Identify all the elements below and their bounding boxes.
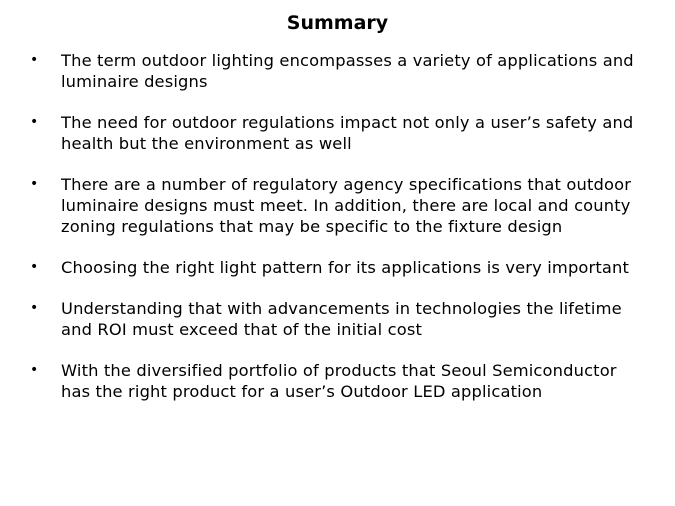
- bullet-dot-icon: •: [30, 52, 39, 68]
- bullet-item: [0, 50, 675, 92]
- bullet-item: [0, 112, 675, 154]
- bullet-text: Understanding that with advancements in technologies the lifetime and ROI must exceed that of the initial cost: [61, 299, 622, 339]
- bullet-dot-icon: •: [30, 300, 39, 316]
- bullet-item: [0, 360, 675, 402]
- bullet-item: [0, 298, 675, 340]
- bullet-dot-icon: •: [30, 176, 39, 192]
- bullet-text: There are a number of regulatory agency specifications that outdoor luminaire designs must meet. In addition, there are local and county zoning regulations that may be specific to the fixture design: [61, 175, 632, 236]
- bullet-dot-icon: •: [30, 362, 39, 378]
- bullet-dot-icon: •: [30, 114, 39, 130]
- bullet-text: Choosing the right light pattern for its applications is very important: [61, 258, 630, 277]
- slide-title: Summary: [286, 12, 389, 34]
- bullet-dot-icon: •: [30, 259, 39, 275]
- bullet-text: The need for outdoor regulations impact not only a user’s safety and health but the environment as well: [61, 113, 634, 153]
- bullet-item: [0, 257, 675, 278]
- bullet-text: With the diversified portfolio of products that Seoul Semiconductor has the right product for a user’s Outdoor LED application: [61, 361, 617, 401]
- bullet-list: [0, 50, 675, 422]
- bullet-item: [0, 174, 675, 237]
- bullet-text: The term outdoor lighting encompasses a variety of applications and luminaire designs: [61, 51, 634, 91]
